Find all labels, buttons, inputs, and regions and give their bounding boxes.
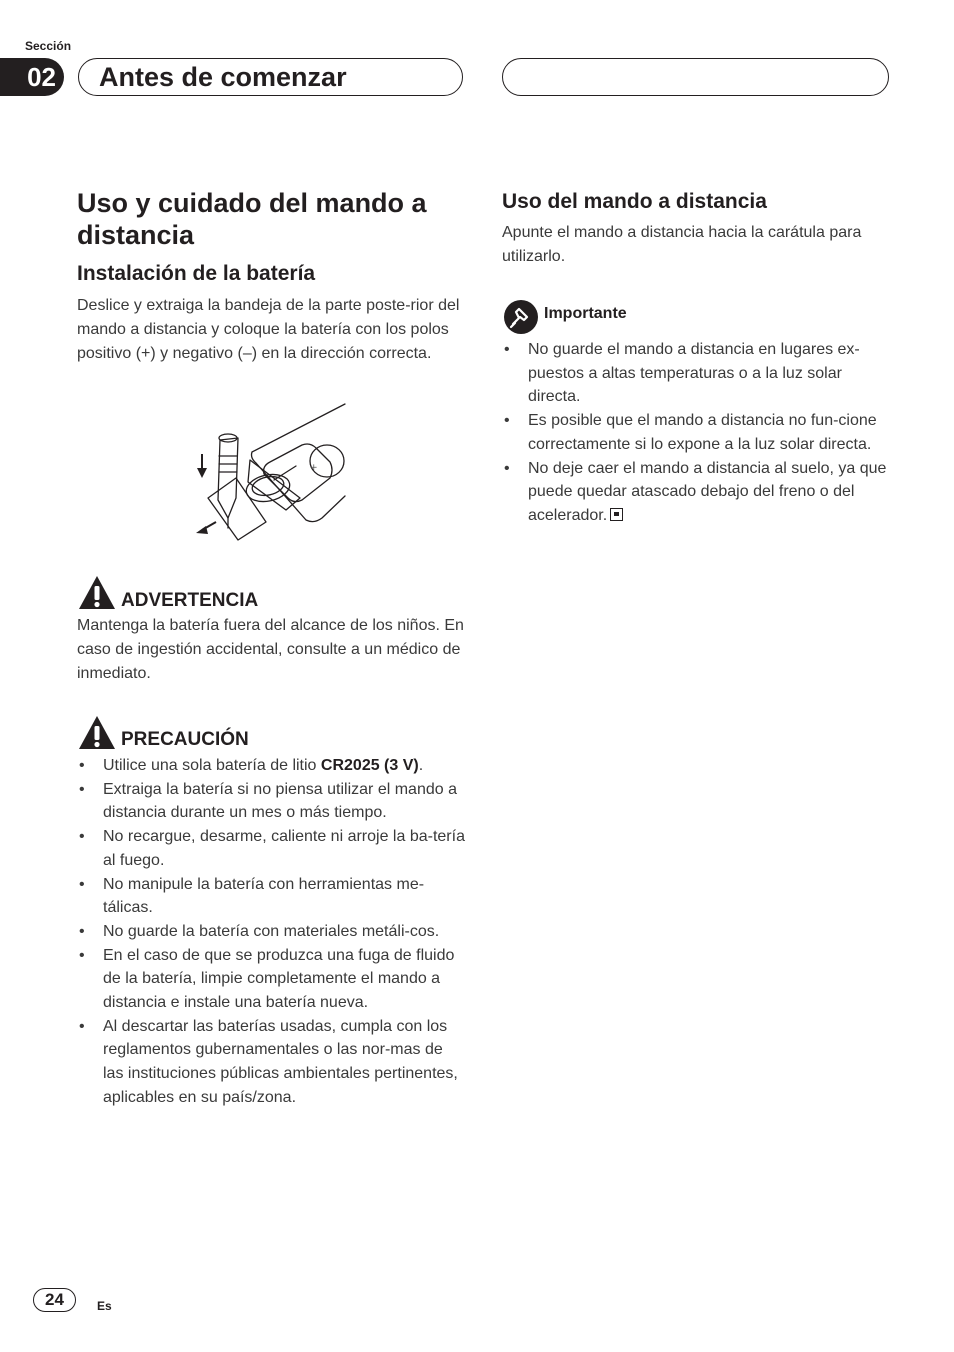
battery-install-illustration bbox=[190, 400, 355, 542]
main-title: Uso y cuidado del mando a distancia bbox=[77, 188, 427, 250]
caution-item: • Extraiga la batería si no piensa utilizar el mando a distancia durante un mes o más tiempo. bbox=[77, 778, 467, 825]
caution-title: PRECAUCIÓN bbox=[121, 729, 249, 750]
svg-text:+: + bbox=[310, 463, 318, 473]
important-item: • No deje caer el mando a distancia al suelo, ya que puede quedar atascado debajo del freno o del acelerador. bbox=[502, 457, 894, 528]
warning-title: ADVERTENCIA bbox=[121, 590, 259, 611]
section-title-box bbox=[78, 58, 463, 96]
section-label: Sección bbox=[25, 39, 72, 53]
important-hand-icon bbox=[503, 299, 539, 335]
remote-use-text: Apunte el mando a distancia hacia la carátula para utilizarlo. bbox=[502, 224, 862, 265]
important-title: Importante bbox=[544, 305, 627, 322]
language-code: Es bbox=[97, 1299, 112, 1313]
page-number: 24 bbox=[33, 1288, 76, 1312]
caution-item: • No guarde la batería con materiales metáli-cos. bbox=[77, 920, 467, 944]
caution-item: • No recargue, desarme, caliente ni arroje la ba-tería al fuego. bbox=[77, 825, 467, 872]
important-list bbox=[502, 338, 894, 528]
battery-install-text: Deslice y extraiga la bandeja de la parte poste-rior del mando a distancia y coloque la batería con los polos positivo (+) y negativo (–) en la dirección correcta. bbox=[77, 297, 460, 362]
important-item: • No guarde el mando a distancia en lugares ex-puestos a altas temperaturas o a la luz solar directa. bbox=[502, 338, 894, 409]
caution-item: • En el caso de que se produzca una fuga de fluido de la batería, limpie completamente el mando a distancia e instale una batería nueva. bbox=[77, 944, 467, 1015]
caution-item: • Al descartar las baterías usadas, cumpla con los reglamentos gubernamentales o las nor-mas de las instituciones públicas ambientales pertinentes, aplicables en su país/zona. bbox=[77, 1015, 467, 1110]
section-title: Antes de comenzar bbox=[99, 61, 347, 92]
battery-model: CR2025 (3 V) bbox=[320, 757, 419, 774]
remote-use-heading: Uso del mando a distancia bbox=[502, 190, 767, 213]
caution-list bbox=[77, 754, 467, 1110]
right-header-box bbox=[502, 58, 889, 96]
battery-install-heading: Instalación de la batería bbox=[77, 262, 316, 285]
caution-item: • No manipule la batería con herramientas me-tálicas. bbox=[77, 873, 467, 920]
warning-triangle-icon bbox=[78, 575, 116, 610]
caution-item: • Utilice una sola batería de litio CR2025 (3 V). bbox=[77, 754, 467, 778]
section-number-tab: 02 bbox=[0, 58, 64, 96]
caution-triangle-icon bbox=[78, 715, 116, 750]
end-mark-icon bbox=[610, 508, 623, 521]
warning-text: Mantenga la batería fuera del alcance de los niños. En caso de ingestión accidental, consulte a un médico de inmediato. bbox=[77, 617, 464, 682]
important-item: • Es posible que el mando a distancia no fun-cione correctamente si lo expone a la luz solar directa. bbox=[502, 409, 894, 456]
